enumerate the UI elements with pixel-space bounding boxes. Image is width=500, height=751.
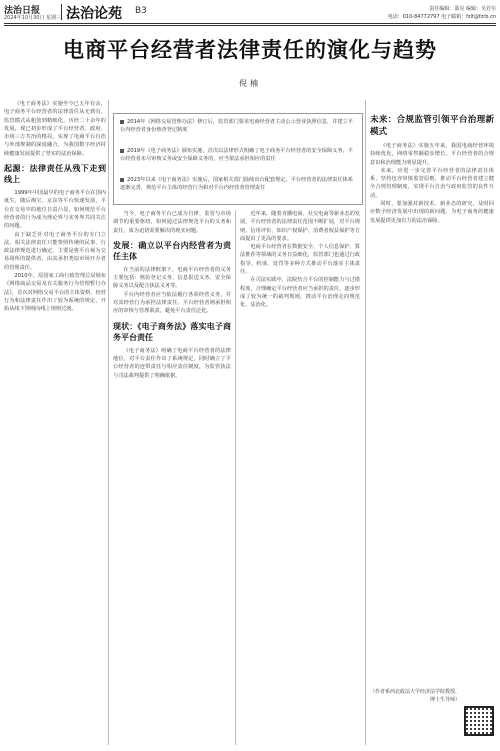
- column-divider: [365, 100, 366, 745]
- bullet-square-icon: [120, 120, 124, 124]
- bullet-square-icon: [120, 149, 124, 153]
- bullet-square-icon: [120, 178, 124, 182]
- header-divider: [61, 4, 62, 20]
- timeline-box: [113, 113, 363, 205]
- paragraph: 在司法实践中，法院结合平台的控制能力与过错程度，合理确定平台经营者应当承担的责任，逐步形成了较为统一的裁判规则，推动平台治理走向规范化、法治化。: [240, 277, 360, 309]
- paragraph: 《电子商务法》明确了电商平台经营者的法律地位，对平台责任作出了系统规定，同时确立了平台经营者的连带责任与相应责任制度，为监管执法与司法裁判提供了明确依据。: [113, 347, 231, 379]
- paragraph: 由于缺乏针对电子商务平台的专门立法，相关法律责任只能参照传统的民事、行政法律规范进行确定，主要是将平台视为交易场所的提供者，由其承担类似市场开办者的管理责任。: [4, 231, 106, 271]
- issue-date: 2024年10月30日 星期三: [4, 15, 62, 21]
- paragraph: 在当前的法律框架下，电商平台经营者的义务主要包括：核验登记义务、信息报送义务、安全保障义务以及配合执法义务等。: [113, 266, 231, 290]
- section-heading-origin: 起源：法律责任从残下走到线上: [4, 163, 106, 185]
- column-2: [113, 210, 231, 380]
- paragraph: 《电子商务法》实施五年来，我国电商经营环境持续优化，网络零售额稳步增长，平台经营者的合规意识和治理能力明显提升。: [370, 143, 494, 166]
- section-name: 法治论苑: [66, 6, 122, 22]
- paragraph: 电商平台经营者在数据安全、个人信息保护、算法推荐等领域的义务日益细化，监管部门也通过行政指导、约谈、处罚等多种方式推动平台落实主体责任。: [240, 244, 360, 276]
- header-rule-2: [4, 25, 496, 26]
- paragraph: 平台内经营者应当依法履行各项经营义务，并对其经营行为承担法律责任。平台经营者则承担相应的审核与管理职责，避免平台责任泛化。: [113, 291, 231, 315]
- editor-info: 责任编辑：邵克 编辑：吴若尔: [429, 6, 496, 12]
- section-heading-status: 现状：《电子商务法》落实电子商务平台责任: [113, 320, 231, 342]
- paragraph: 近年来，随着直播电商、社交电商等新业态的发展，平台经营者的法律责任范围不断扩展，对平台规则、信用评价、知识产权保护、消费者权益保护等方面提出了更高的要求。: [240, 211, 360, 242]
- page-number: B3: [135, 6, 147, 16]
- timeline-item: 2014年《网络交易管理办法》修订后，监管部门要求电商经营者主动公示营业执照信息，并建立平台内经营者身份核查登记制度: [120, 119, 353, 133]
- timeline-item: 2019年《电子商务法》颁布实施，首次以法律形式明确了电子商务平台经营者的安全保障义务，平台经营者未尽审核义务或安全保障义务的，应当依法承担相应的责任: [120, 148, 353, 162]
- column-divider: [108, 100, 109, 745]
- masthead: 法治日报: [4, 6, 41, 16]
- article-title: 电商平台经营者法律责任的演化与趋势: [63, 37, 437, 62]
- section-heading-development: 发展：确立以平台内经营者为责任主体: [113, 239, 231, 261]
- header-rule: [4, 23, 496, 24]
- column-1: [4, 100, 106, 314]
- timeline-item: 2023年以来《电子商务法》实施后，国家相关部门陆续出台配套规定，平台经营者的法律责任体系逐渐完善，规范平台主体的经营行为和对平台内经营者管理责任: [120, 177, 353, 191]
- column-divider: [235, 210, 236, 745]
- column-3: [240, 210, 360, 310]
- paragraph: 2010年，原国家工商行政管理总局颁布《网络商品交易及有关服务行为管理暂行办法》，首次对网络交易平台的主体资格、经营行为和法律责任作出了较为系统的规定，开始从线下规则向线上规则过渡。: [4, 273, 106, 313]
- qr-code-icon: [464, 706, 494, 736]
- section-heading-future: 未来：合规监管引领平台治理新模式: [370, 115, 494, 137]
- paragraph: 1999年中国最早的电子商务平台在国内诞生，随后淘宝、京东等平台快速发展，平台在交易中的地位日益凸显，如何规范平台经营者的行为成为理论界与实务界共同关注的问题。: [4, 190, 106, 230]
- column-4: [370, 110, 494, 225]
- paragraph: 同时，要加强对新技术、新业态的研究，及时回应数字经济发展中出现的新问题，为电子商务的健康发展提供更加有力的法治保障。: [370, 201, 494, 224]
- author-footnote: （作者系西北政法大学经济法学院教授、博士生导师）: [370, 689, 461, 703]
- intro-paragraph: 《电子商务法》实施至今已五年有余，电子商务平台经营者的法律责任从无到有、监管模式从粗放到精细化，历经二十余年的发展，现已初步形成了平台经营者、政府、市场三方共治的格局，实现了电商平台自治与外部规制的深度融合，为我国数字经济持续健康发展提供了坚实的法治保障。: [4, 101, 106, 157]
- paragraph: 当今，电子商务平台已成为自律、监管与市场调节的重要枢纽，如何通过法律规范平台的义务和责任，成为迫切需要解决的现实问题。: [113, 211, 231, 234]
- article-author: 倪楠: [239, 79, 261, 88]
- contact-info: 电话：010-84772797 电子邮箱：fzlt@fzrb.cn: [387, 14, 496, 20]
- paragraph: 未来，应进一步完善平台经营者的法律责任体系，坚持包容审慎监管原则，推动平台经营者建立健全合规管理制度，实现平台自治与政府监管的良性互动。: [370, 167, 494, 199]
